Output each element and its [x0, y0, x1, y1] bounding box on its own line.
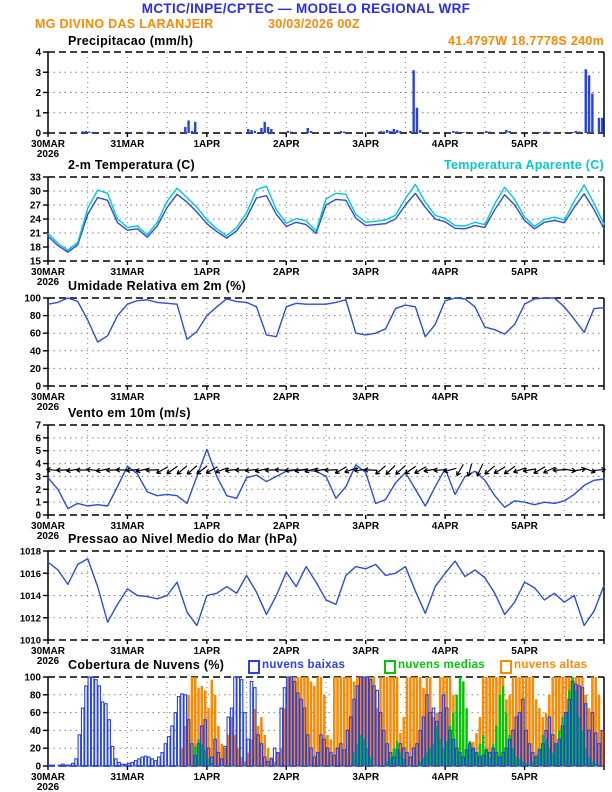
svg-text:1012: 1012	[19, 613, 41, 625]
svg-text:7: 7	[35, 420, 41, 432]
svg-text:2APR: 2APR	[272, 139, 300, 150]
svg-text:2APR: 2APR	[272, 267, 300, 278]
svg-text:3: 3	[35, 67, 41, 79]
svg-text:1018: 1018	[19, 546, 41, 558]
svg-text:3APR: 3APR	[352, 139, 380, 150]
svg-text:0: 0	[35, 761, 41, 773]
svg-text:1APR: 1APR	[193, 267, 221, 278]
panel-title-cloud-cover: Cobertura de Nuvens (%)	[68, 658, 225, 672]
svg-text:30: 30	[29, 186, 41, 198]
svg-text:1APR: 1APR	[193, 139, 221, 150]
svg-text:4APR: 4APR	[431, 772, 459, 783]
svg-text:6: 6	[35, 433, 41, 445]
svg-text:5APR: 5APR	[511, 392, 538, 403]
svg-text:20: 20	[29, 743, 41, 755]
svg-text:4: 4	[35, 459, 41, 471]
svg-text:18: 18	[29, 242, 41, 254]
svg-text:20: 20	[29, 363, 41, 375]
svg-text:27: 27	[29, 200, 41, 212]
svg-text:3APR: 3APR	[352, 267, 380, 278]
panel-title-wind: Vento em 10m (m/s)	[68, 406, 191, 420]
svg-text:2026: 2026	[36, 782, 60, 792]
svg-text:4APR: 4APR	[431, 139, 459, 150]
svg-text:2APR: 2APR	[272, 521, 300, 532]
svg-text:4APR: 4APR	[431, 521, 459, 532]
svg-text:3APR: 3APR	[352, 646, 380, 657]
svg-text:21: 21	[29, 228, 41, 240]
svg-text:3APR: 3APR	[352, 772, 380, 783]
svg-text:60: 60	[29, 328, 41, 340]
legend-low-clouds: nuvens baixas	[262, 659, 346, 671]
svg-text:5APR: 5APR	[511, 772, 538, 783]
svg-text:2026: 2026	[36, 402, 60, 413]
panel-title-pressure: Pressao ao Nivel Medio do Mar (hPa)	[68, 532, 298, 546]
svg-text:30MAR: 30MAR	[31, 646, 65, 657]
svg-text:1: 1	[35, 108, 41, 120]
svg-text:3: 3	[35, 471, 41, 483]
svg-text:31MAR: 31MAR	[110, 139, 145, 150]
svg-text:2APR: 2APR	[272, 392, 300, 403]
svg-text:2026: 2026	[36, 531, 60, 542]
svg-text:1APR: 1APR	[193, 772, 221, 783]
svg-text:2: 2	[35, 484, 41, 496]
svg-text:30MAR: 30MAR	[31, 139, 65, 150]
svg-text:2026: 2026	[36, 277, 60, 288]
svg-text:40: 40	[29, 725, 41, 737]
svg-text:30MAR: 30MAR	[31, 392, 65, 403]
svg-text:2026: 2026	[36, 656, 60, 667]
svg-text:60: 60	[29, 708, 41, 720]
svg-text:2APR: 2APR	[272, 646, 300, 657]
panel-title-precipitation: Precipitacao (mm/h)	[68, 34, 194, 48]
svg-text:0: 0	[35, 510, 41, 522]
svg-text:33: 33	[29, 172, 41, 184]
svg-text:15: 15	[29, 256, 41, 268]
svg-text:24: 24	[29, 214, 41, 226]
svg-text:100: 100	[24, 672, 41, 684]
svg-text:31MAR: 31MAR	[110, 521, 145, 532]
svg-text:5APR: 5APR	[511, 139, 538, 150]
svg-text:5APR: 5APR	[511, 646, 538, 657]
svg-text:4: 4	[35, 47, 41, 59]
svg-text:80: 80	[29, 690, 41, 702]
svg-text:4APR: 4APR	[431, 267, 459, 278]
svg-text:31MAR: 31MAR	[110, 267, 145, 278]
svg-text:4APR: 4APR	[431, 392, 459, 403]
svg-text:1014: 1014	[19, 591, 41, 602]
svg-text:31MAR: 31MAR	[110, 392, 145, 403]
panel-title-humidity: Umidade Relativa em 2m (%)	[68, 279, 246, 293]
legend-apparent-temperature: Temperatura Aparente (C)	[443, 158, 604, 172]
svg-text:1: 1	[35, 497, 41, 509]
svg-text:30MAR: 30MAR	[31, 521, 65, 532]
svg-text:30MAR: 30MAR	[31, 267, 65, 278]
svg-text:31MAR: 31MAR	[110, 646, 145, 657]
model-run-datetime: 30/03/2026 00Z	[268, 17, 360, 31]
svg-text:2APR: 2APR	[272, 772, 300, 783]
legend-mid-clouds: nuvens medias	[398, 659, 485, 671]
svg-text:100: 100	[24, 293, 41, 305]
svg-text:5: 5	[35, 446, 41, 458]
svg-text:4APR: 4APR	[431, 646, 459, 657]
svg-text:40: 40	[29, 346, 41, 358]
svg-text:1016: 1016	[19, 568, 41, 580]
svg-text:1APR: 1APR	[193, 521, 221, 532]
svg-text:1010: 1010	[19, 635, 41, 647]
svg-text:1APR: 1APR	[193, 646, 221, 657]
svg-text:3APR: 3APR	[352, 521, 380, 532]
svg-text:80: 80	[29, 311, 41, 323]
svg-text:1APR: 1APR	[193, 392, 221, 403]
svg-text:3APR: 3APR	[352, 392, 380, 403]
svg-text:0: 0	[35, 381, 41, 393]
svg-text:31MAR: 31MAR	[110, 772, 145, 783]
station-name: MG DIVINO DAS LARANJEIR	[35, 17, 214, 31]
svg-text:5APR: 5APR	[511, 267, 538, 278]
svg-text:0: 0	[35, 128, 41, 140]
svg-text:30MAR: 30MAR	[31, 772, 65, 783]
panel-title-temperature: 2-m Temperatura (C)	[68, 158, 196, 172]
svg-text:2: 2	[35, 88, 41, 99]
legend-high-clouds: nuvens altas	[514, 659, 588, 671]
svg-text:5APR: 5APR	[511, 521, 538, 532]
page-title: MCTIC/INPE/CPTEC — MODELO REGIONAL WRF	[141, 1, 471, 16]
svg-text:2026: 2026	[36, 149, 60, 160]
station-coordinates: 41.4797W 18.7778S 240m	[447, 34, 604, 48]
